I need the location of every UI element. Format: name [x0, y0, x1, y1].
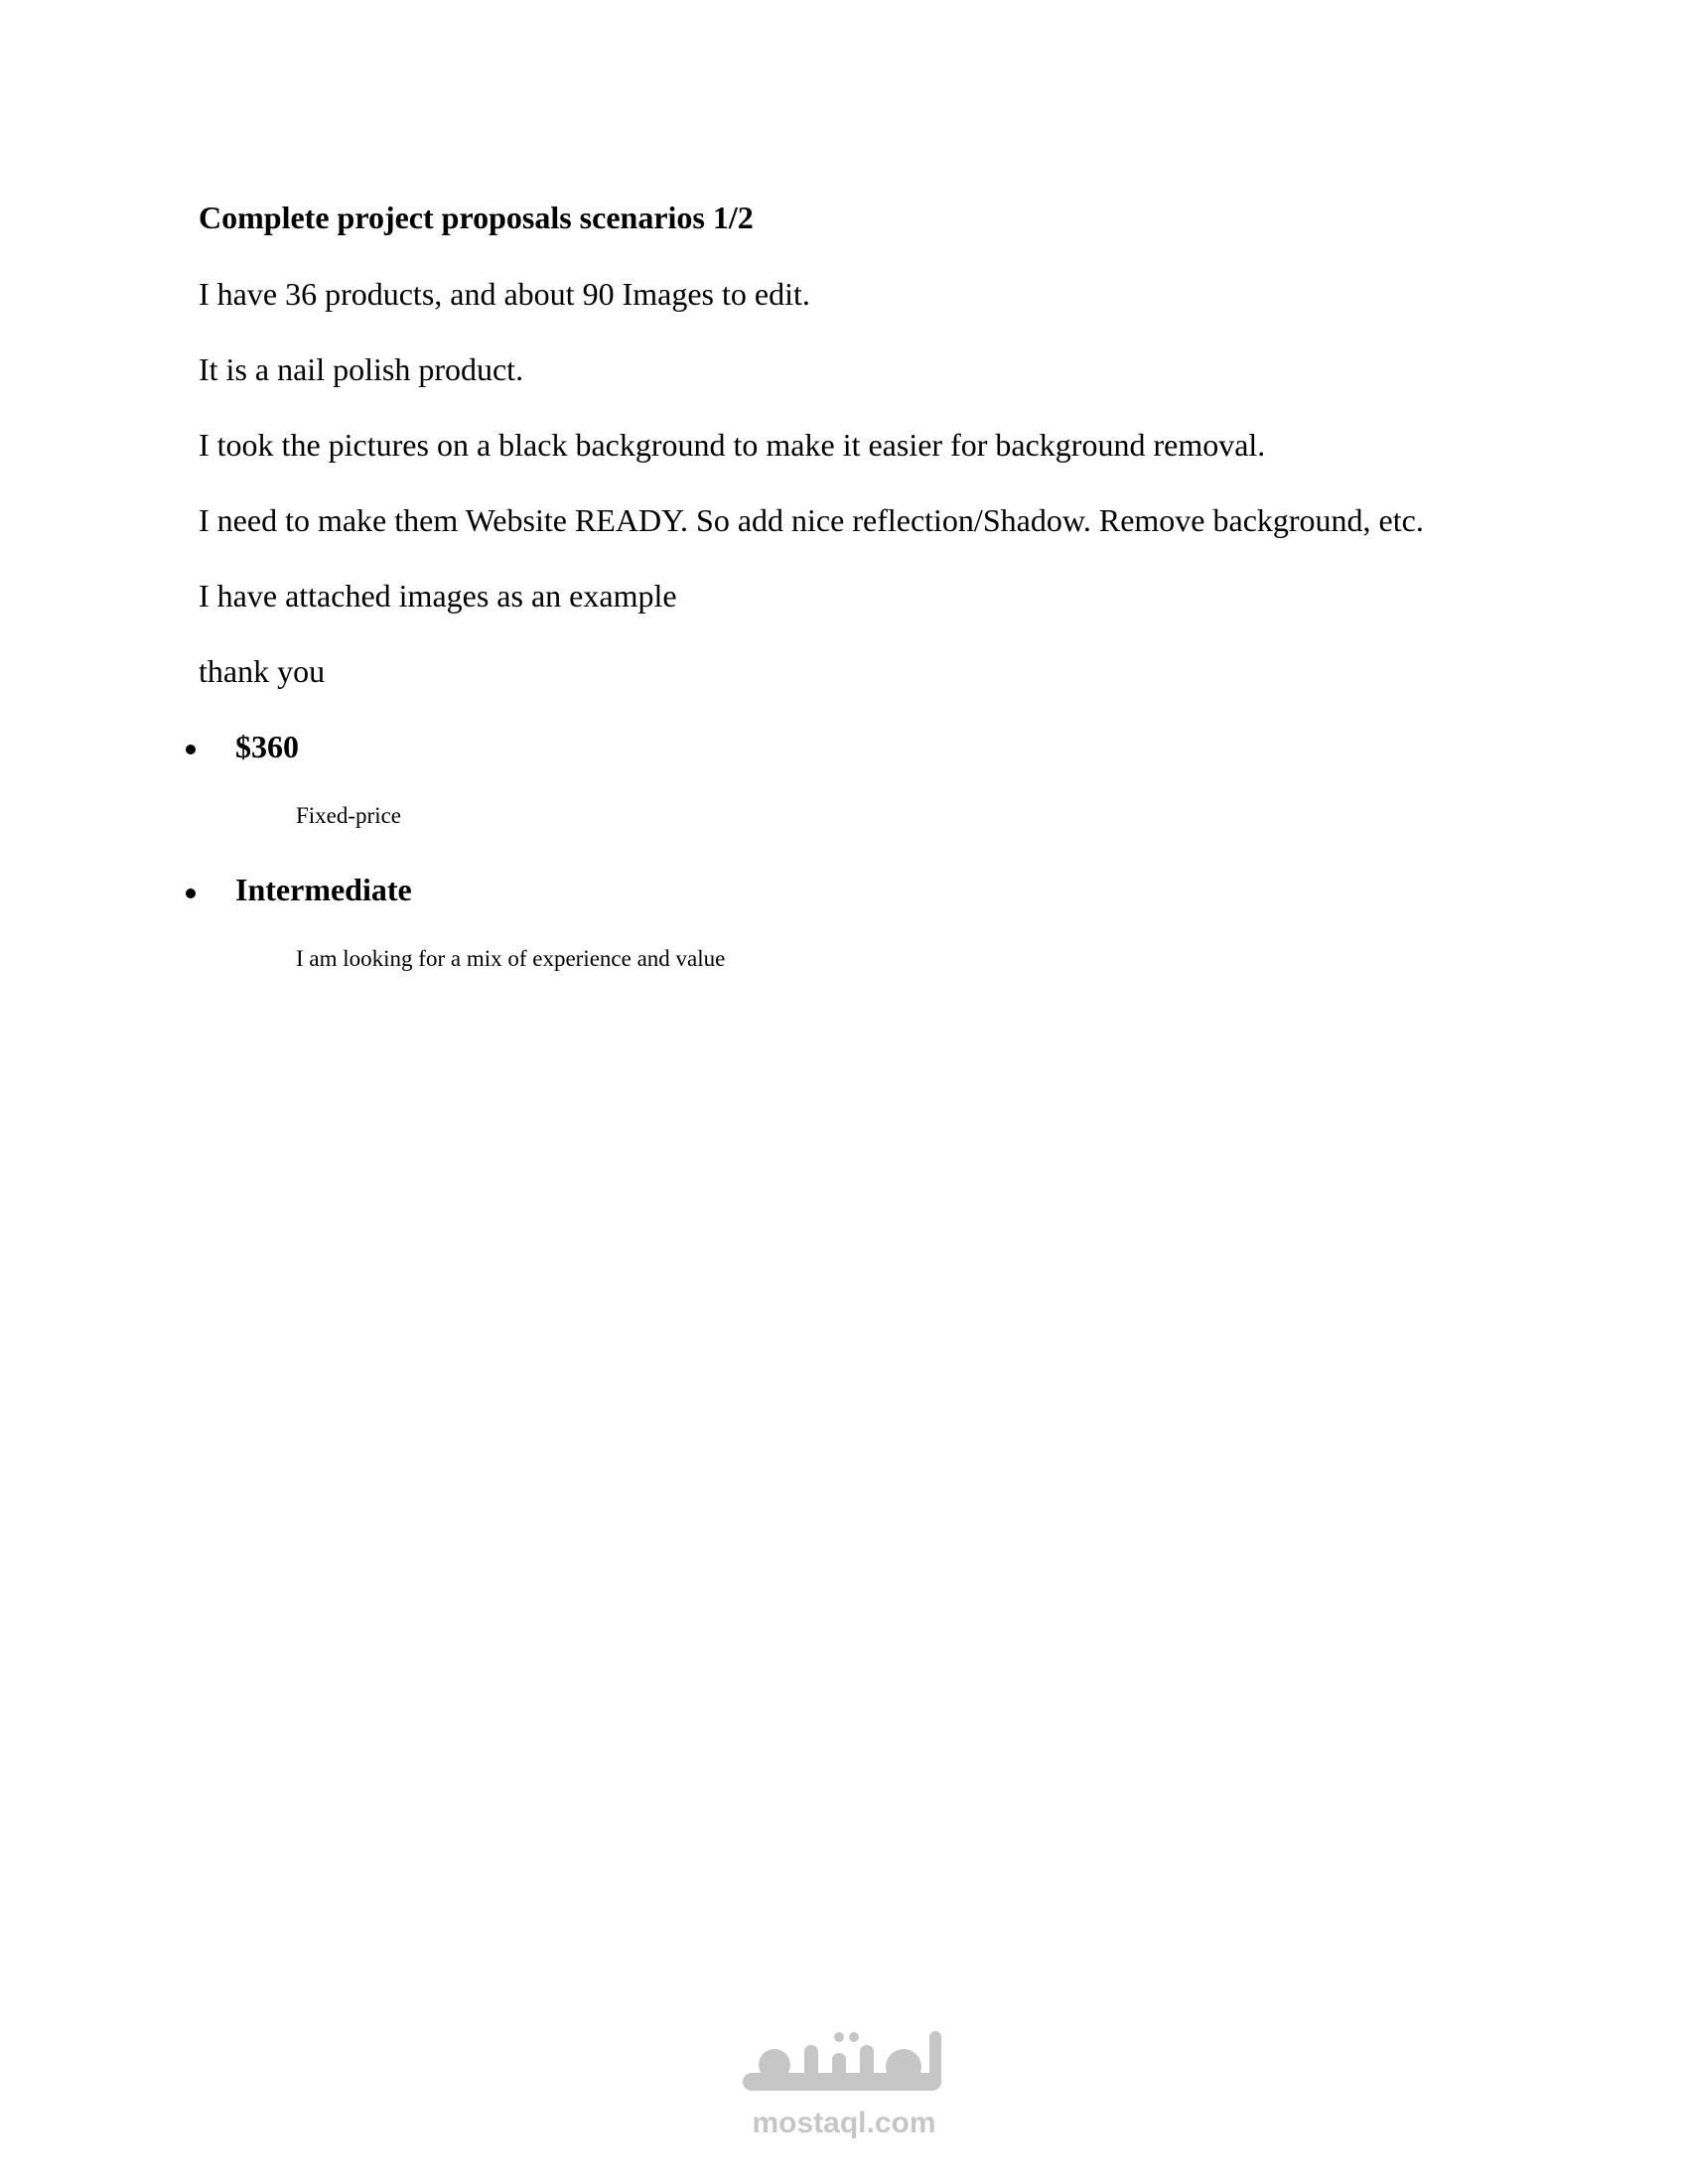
paragraph-product-type: It is a nail polish product.: [199, 351, 524, 387]
paragraph-products-count: I have 36 products, and about 90 Images to edit.: [199, 276, 810, 312]
watermark-url: mostaql.com: [752, 2107, 936, 2139]
experience-level: Intermediate: [235, 872, 412, 907]
paragraph-requirements: I need to make them Website READY. So add nice reflection/Shadow. Remove background, etc.: [199, 502, 1424, 538]
paragraph-attachments: I have attached images as an example: [199, 578, 677, 614]
experience-description: I am looking for a mix of experience and value: [296, 946, 726, 971]
budget-type: Fixed-price: [296, 803, 402, 828]
mostaql-watermark: [735, 2025, 953, 2144]
document-heading: Complete project proposals scenarios 1/2: [199, 200, 754, 235]
bullet-icon: [186, 888, 196, 898]
bullet-icon: [186, 745, 196, 754]
paragraph-thanks: thank you: [199, 653, 326, 689]
mostaql-logo-icon: [735, 2025, 953, 2105]
paragraph-background-info: I took the pictures on a black background to make it easier for background removal.: [199, 427, 1266, 463]
budget-value: $360: [235, 729, 299, 764]
